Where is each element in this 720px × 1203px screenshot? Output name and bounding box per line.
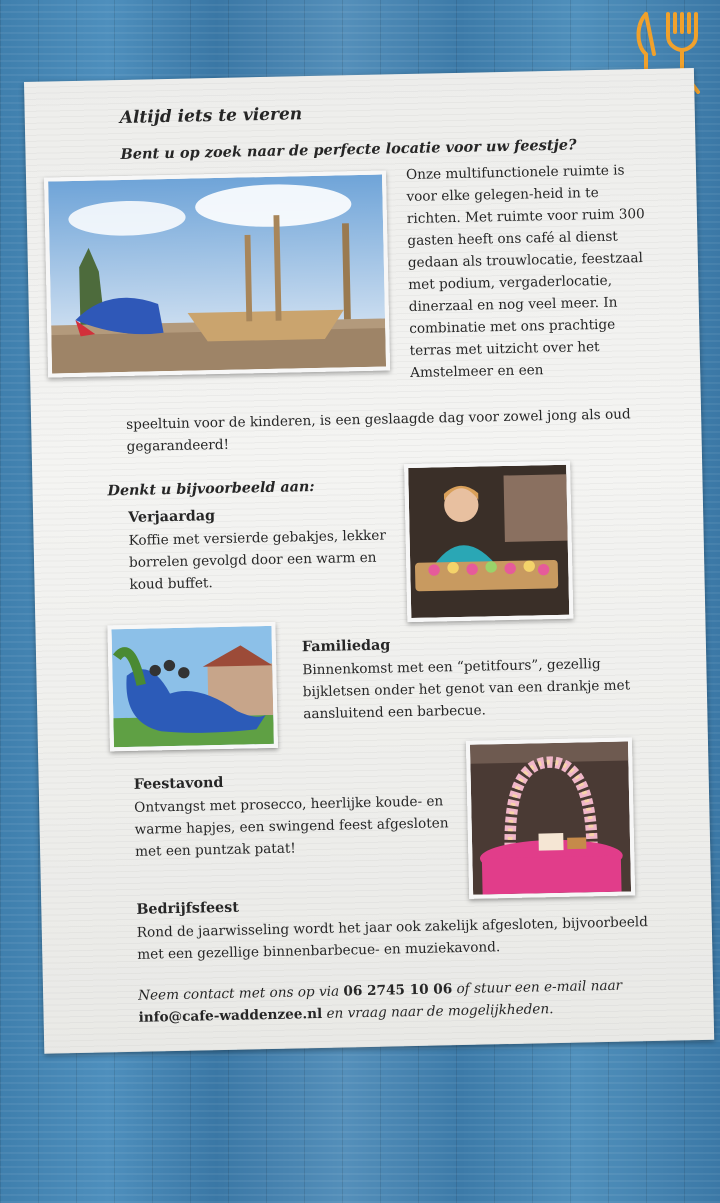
contact-middle: of stuur een e-mail naar	[452, 977, 623, 998]
birthday-photo	[404, 461, 573, 622]
occasion-party-night-text: Ontvangst met prosecco, heerlijke koude- en warme hapjes, een swingend feest afgesloten met een puntzak patat!	[134, 793, 449, 860]
party-night-photo	[466, 737, 635, 898]
occasions-heading: Denkt u bijvoorbeeld aan:	[107, 479, 315, 500]
occasion-family-day-text: Binnenkomst met een “petitfours”, gezellig bijkletsen onder het genot van een drankje met aansluitend een barbecue.	[302, 656, 631, 723]
page-title: Altijd iets te vieren	[119, 104, 303, 128]
occasion-company-party-heading: Bedrijfsfeest	[136, 899, 240, 918]
contact-text	[138, 974, 674, 1029]
phone-number-link[interactable]: 06 2745 10 06	[343, 981, 453, 1000]
playground-photo	[44, 170, 390, 377]
family-day-photo	[107, 622, 278, 751]
email-link[interactable]: info@cafe-waddenzee.nl	[138, 1005, 323, 1026]
occasion-birthday-heading: Verjaardag	[127, 508, 216, 526]
intro-text-part2: speeltuin voor de kinderen, is een geslaagde dag voor zowel jong als oud gegarandeerd!	[126, 406, 631, 455]
contact-prefix: Neem contact met ons op via	[137, 983, 344, 1004]
intro-text-part1: Onze multifunctionele ruimte is voor elke gelegen-heid in te richten. Met ruimte voor ruim 300 gasten heeft ons café al dienst gedaan als trouwlocatie, feestzaal met podium, vergaderlocatie, dinerzaal en nog veel meer. In combinatie met ons prachtige terras met uitzicht over het Amstelmeer en een	[405, 162, 645, 381]
contact-suffix: en vraag naar de mogelijkheden.	[322, 1001, 554, 1022]
occasion-family-day-heading: Familiedag	[301, 637, 391, 656]
page-subtitle: Bent u op zoek naar de perfecte locatie voor uw feestje?	[120, 136, 577, 163]
occasion-company-party-text: Rond de jaarwisseling wordt het jaar ook zakelijk afgesloten, bijvoorbeeld met een gezellige binnenbarbecue- en muziekavond.	[136, 914, 649, 963]
occasion-party-night-heading: Feestavond	[133, 774, 224, 793]
occasion-birthday-text: Koffie met versierde gebakjes, lekker borrelen gevolgd door een warm en koud buffet.	[128, 527, 387, 593]
content-sheet	[24, 68, 714, 1054]
